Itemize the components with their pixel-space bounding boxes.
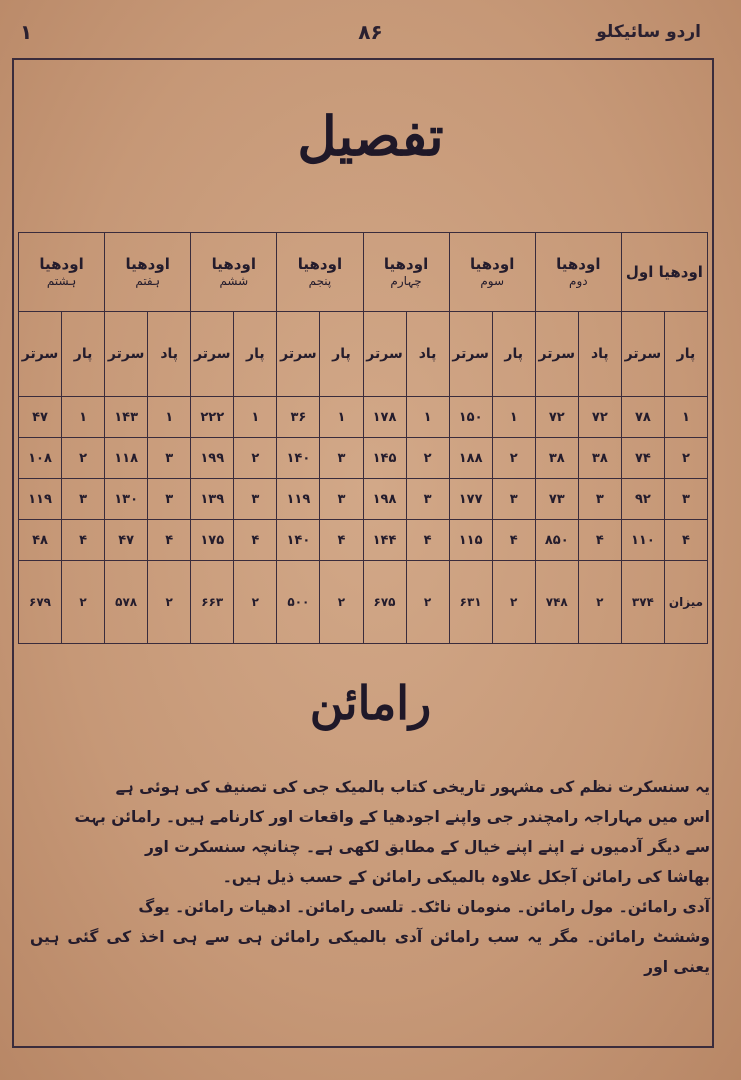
table-cell: ۳۶ [277,397,320,438]
paragraph-line: بھاشا کی رامائن آجکل علاوہ بالمیکی رامائن کے حسب ذیل ہیں۔ [222,868,710,886]
sub-header: سرتر [105,312,148,397]
sub-header: سرتر [535,312,578,397]
table-cell: ۱۹۹ [191,438,234,479]
table-cell: ۱ [148,397,191,438]
table-cell: ۱۱۰ [621,520,664,561]
table-cell: ۴ [578,520,621,561]
paragraph-line: وششٹ رامائن۔ مگر یہ سب رامائن آدی بالمیکی رامائن ہی سے ہی اخذ کی گئی ہیں یعنی اور [30,928,710,976]
group-header: اودھیا ہفتم [105,233,191,312]
section-title-ramayan: رامائن [309,676,432,730]
ramayan-paragraph [30,772,710,982]
group-header: اودھیا چہارم [363,233,449,312]
group-header: اودھیا ششم [191,233,277,312]
paragraph-line: آدی رامائن۔ مول رامائن۔ منومان ناٹک۔ تلسی رامائن۔ ادھیات رامائن۔ یوگ [138,898,710,916]
table-cell: ۴ [320,520,363,561]
total-cell: ۲ [148,561,191,644]
total-cell: ۲ [320,561,363,644]
table-cell: ۳۸ [578,438,621,479]
total-cell: ۲ [406,561,449,644]
table-cell: ۱۷۸ [363,397,406,438]
sub-header: پاد [406,312,449,397]
total-cell: ۵۰۰ [277,561,320,644]
table-cell: ۳ [664,479,707,520]
adhyaya-table [18,232,708,644]
table-cell: ۱ [406,397,449,438]
sub-header: پار [62,312,105,397]
paragraph-line: یہ سنسکرت نظم کی مشہور تاریخی کتاب بالمیک جی کی تصنیف کی ہوئی ہے [115,778,710,796]
sub-header-row [19,312,708,397]
page-number: ۸۶ [358,20,383,44]
sub-header: پار [320,312,363,397]
table-cell: ۴ [234,520,277,561]
journal-name: اردو سائیکلو [596,22,701,42]
total-cell: ۲ [62,561,105,644]
table-cell: ۷۳ [535,479,578,520]
sub-header: سرتر [621,312,664,397]
table-cell: ۴ [62,520,105,561]
table-cell: ۱۴۰ [277,520,320,561]
table-cell: ۲ [234,438,277,479]
group-header: اودھیا دوم [535,233,621,312]
table-cell: ۲۲۲ [191,397,234,438]
total-cell: ۲ [234,561,277,644]
table-cell: ۱۷۵ [191,520,234,561]
sub-header: پار [664,312,707,397]
table-cell: ۱۱۹ [19,479,62,520]
table-cell: ۳ [320,438,363,479]
table-cell: ۱ [664,397,707,438]
total-cell: ۲ [578,561,621,644]
table-cell: ۳ [578,479,621,520]
total-cell: ۶۳۱ [449,561,492,644]
group-header: اودھیا ہشتم [19,233,105,312]
sub-header: سرتر [19,312,62,397]
table-cell: ۷۲ [578,397,621,438]
total-cell: ۲ [492,561,535,644]
table-cell: ۱۳۰ [105,479,148,520]
table-cell: ۲ [492,438,535,479]
group-header: اودھیا پنجم [277,233,363,312]
table-cell: ۷۴ [621,438,664,479]
table-total-row [19,561,708,644]
table-cell: ۴۷ [19,397,62,438]
group-header: اودھیا سوم [449,233,535,312]
table-cell: ۱۱۹ [277,479,320,520]
table-row [19,520,708,561]
table-cell: ۱۵۰ [449,397,492,438]
sub-header: سرتر [449,312,492,397]
table-cell: ۳۸ [535,438,578,479]
total-cell: ۷۴۸ [535,561,578,644]
corner-mark: ۱ [20,20,33,44]
table-cell: ۱۴۴ [363,520,406,561]
table-cell: ۳ [406,479,449,520]
table-cell: ۴ [406,520,449,561]
table-cell: ۱ [234,397,277,438]
table-cell: ۱۹۸ [363,479,406,520]
table-cell: ۱۴۳ [105,397,148,438]
table-cell: ۳ [492,479,535,520]
sub-header: سرتر [191,312,234,397]
table-cell: ۱ [320,397,363,438]
table-cell: ۱۱۸ [105,438,148,479]
group-header: اودھیا اول [621,233,707,312]
table-row [19,397,708,438]
paragraph-line: سے دیگر آدمیوں نے اپنے اپنے خیال کے مطابق لکھی ہے۔ چنانچہ سنسکرت اور [144,838,710,856]
table-cell: ۱۳۹ [191,479,234,520]
total-cell: ۶۶۳ [191,561,234,644]
section-title-tafsil: تفصیل [297,104,444,168]
table-cell: ۳ [320,479,363,520]
paragraph-line: اس میں مہاراجہ رامچندر جی واپنے اجودھیا کے واقعات اور کارنامے ہیں۔ رامائن بہت [74,808,710,826]
table-cell: ۴ [664,520,707,561]
table-cell: ۴ [492,520,535,561]
sub-header: سرتر [363,312,406,397]
group-header-row [19,233,708,312]
table-cell: ۲ [406,438,449,479]
table-cell: ۳ [148,479,191,520]
total-cell: ۵۷۸ [105,561,148,644]
table-cell: ۸۵۰ [535,520,578,561]
table-cell: ۳ [62,479,105,520]
table-cell: ۷۸ [621,397,664,438]
table-cell: ۲ [664,438,707,479]
page-header [20,16,721,52]
table-cell: ۱ [492,397,535,438]
table-cell: ۲ [62,438,105,479]
sub-header: پاد [578,312,621,397]
sub-header: سرتر [277,312,320,397]
table-cell: ۱۸۸ [449,438,492,479]
table-row [19,438,708,479]
table-cell: ۱۷۷ [449,479,492,520]
total-cell: میزان [664,561,707,644]
total-cell: ۶۷۵ [363,561,406,644]
table-cell: ۴۸ [19,520,62,561]
table-cell: ۷۲ [535,397,578,438]
sub-header: پاد [148,312,191,397]
table-cell: ۱۱۵ [449,520,492,561]
table-cell: ۱۴۰ [277,438,320,479]
table-cell: ۳ [234,479,277,520]
table-cell: ۱ [62,397,105,438]
table-cell: ۱۰۸ [19,438,62,479]
table-row [19,479,708,520]
sub-header: پار [492,312,535,397]
table-cell: ۹۲ [621,479,664,520]
total-cell: ۳۷۴ [621,561,664,644]
table-cell: ۳ [148,438,191,479]
sub-header: پار [234,312,277,397]
table-cell: ۴ [148,520,191,561]
table-body [19,397,708,644]
total-cell: ۶۷۹ [19,561,62,644]
table-cell: ۴۷ [105,520,148,561]
table-cell: ۱۴۵ [363,438,406,479]
